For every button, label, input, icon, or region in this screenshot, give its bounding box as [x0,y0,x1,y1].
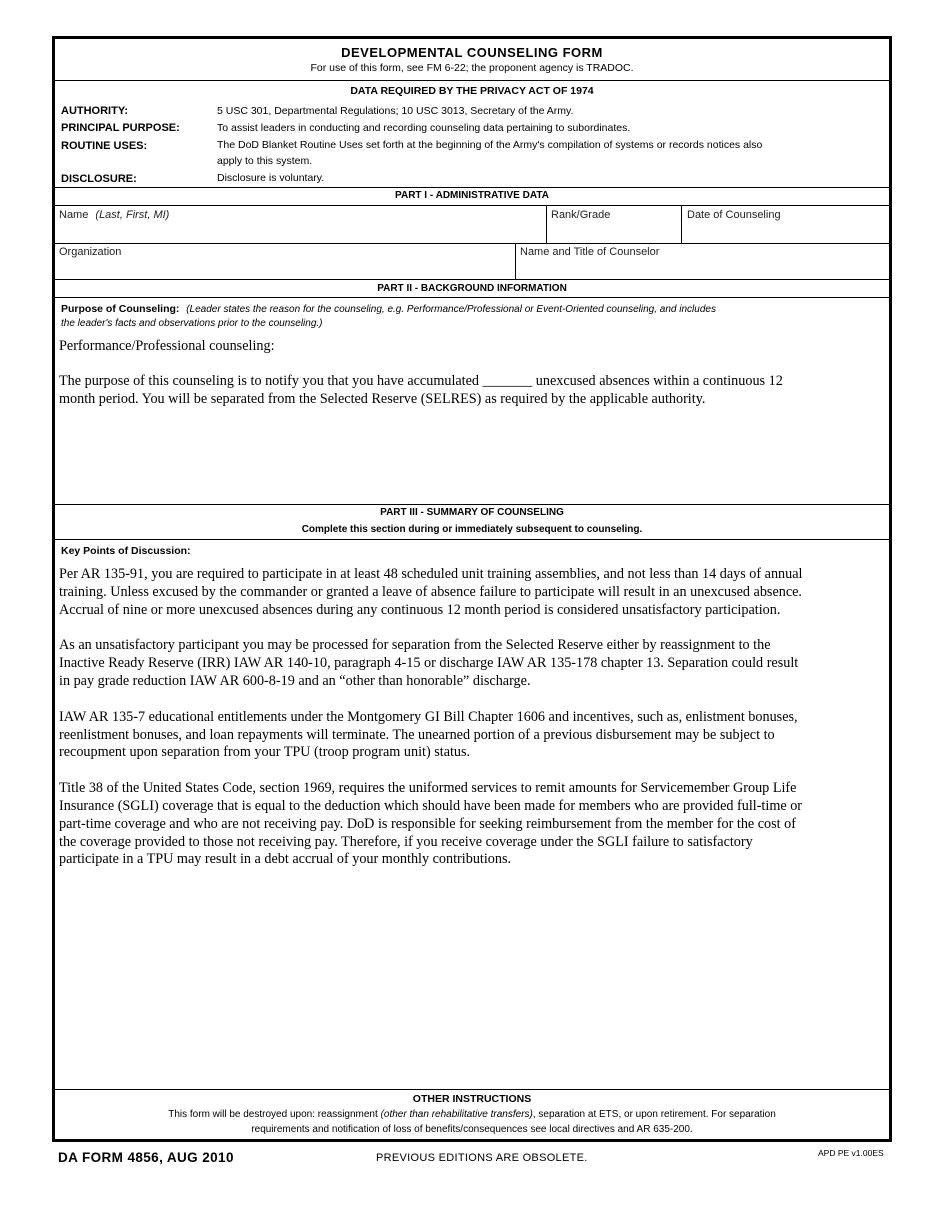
key-points-text[interactable] [59,566,889,869]
divider [55,504,889,505]
divider [55,80,889,81]
text-line: part-time coverage and who are not receiving pay. DoD is responsible for seeking reimbursement from the member for the cost of [59,815,796,832]
text-line: the coverage provided to those not receiving pay. Therefore, if you receive coverage under the SGLI failure to satisfactory [59,833,753,850]
form-id: DA FORM 4856, AUG 2010 [58,1150,234,1165]
other-text-c: , separation at ETS, or upon retirement. For separation [532,1109,776,1120]
obsolete-notice: PREVIOUS EDITIONS ARE OBSOLETE. [376,1152,588,1164]
routine-uses-label: ROUTINE USES: [61,140,148,152]
divider [55,243,889,244]
divider [681,205,682,243]
purpose-text-line-2[interactable]: The purpose of this counseling is to notify you that you have accumulated _______ unexcused absences within a continuous 12 [59,373,783,389]
text-line: participate in a TPU may result in a debt accrual of your monthly contributions. [59,851,512,868]
text-line: Accrual of nine or more unexcused absences during any continuous 12 month period is considered unsatisfactory participation. [59,601,781,618]
authority-label: AUTHORITY: [61,105,129,117]
divider [55,1089,889,1090]
key-points-label: Key Points of Discussion: [61,545,191,557]
part2-heading: PART II - BACKGROUND INFORMATION [377,283,567,294]
text-line: IAW AR 135-7 educational entitlements under the Montgomery GI Bill Chapter 1606 and incentives, such as, enlistment bonuses, [59,708,798,725]
text-line: Title 38 of the United States Code, section 1969, requires the uniformed services to remit amounts for Servicemember Group Life [59,780,797,797]
organization-field[interactable]: Organization [59,246,122,258]
divider [515,243,516,279]
divider [55,297,889,298]
other-text-a: This form will be destroyed upon: reassignment [168,1109,378,1120]
form-title: DEVELOPMENTAL COUNSELING FORM [341,45,603,60]
purpose-of-counseling-label: Purpose of Counseling: [61,303,180,315]
text-line: recoupment upon separation from your TPU (troop program unit) status. [59,744,471,761]
text-line: in pay grade reduction IAW AR 600-8-19 and an “other than honorable” discharge. [59,672,531,689]
name-field[interactable] [59,209,169,221]
date-of-counseling-field[interactable]: Date of Counseling [687,209,781,221]
privacy-heading: DATA REQUIRED BY THE PRIVACY ACT OF 1974 [350,85,594,97]
text-line: Per AR 135-91, you are required to participate in at least 48 scheduled unit training assemblies, and not less than 14 days of annual [59,566,803,582]
divider [546,205,547,243]
other-text-b: (other than rehabilitative transfers) [380,1109,533,1120]
purpose-label: PRINCIPAL PURPOSE: [61,122,180,134]
form-subtitle: For use of this form, see FM 6-22; the proponent agency is TRADOC. [310,62,634,74]
name-hint: (Last, First, MI) [95,209,170,221]
other-instructions-line-1 [55,1109,889,1120]
routine-uses-text-1: The DoD Blanket Routine Uses set forth at the beginning of the Army's compilation of systems or records notices also [217,139,763,151]
text-line: reenlistment bonuses, and loan repayments will terminate. The unearned portion of a previous disbursement may be subject to [59,726,775,743]
purpose-text-line-1[interactable]: Performance/Professional counseling: [59,338,275,354]
text-line: Inactive Ready Reserve (IRR) IAW AR 140-10, paragraph 4-15 or discharge IAW AR 135-178 chapter 13. Separation could result [59,655,799,672]
text-line: Insurance (SGLI) coverage that is equal to the deduction which should have been made for members who are provided full-time or [59,797,803,814]
routine-uses-text-2: apply to this system. [217,155,313,167]
purpose-of-counseling-line-1 [61,303,716,315]
disclosure-label: DISCLOSURE: [61,173,137,185]
rank-grade-field[interactable]: Rank/Grade [551,209,611,221]
name-label: Name [59,209,89,221]
purpose-of-counseling-hint-1: (Leader states the reason for the counseling, e.g. Performance/Professional or Event-Oriented counseling, and includes [186,304,716,315]
text-line: As an unsatisfactory participant you may be processed for separation from the Selected Reserve either by reassignment to the [59,637,771,654]
part3-heading: PART III - SUMMARY OF COUNSELING [380,507,564,518]
part1-heading: PART I - ADMINISTRATIVE DATA [395,190,549,201]
divider [55,279,889,280]
divider [55,539,889,540]
text-line: training. Unless excused by the commander or granted a leave of absence failure to participate will result in an unexcused absence. [59,583,802,600]
paragraph-3 [59,709,889,762]
counseling-form [52,36,892,1142]
counselor-field[interactable]: Name and Title of Counselor [520,246,660,258]
purpose-of-counseling-hint-2: the leader's facts and observations prior to the counseling.) [61,318,323,329]
authority-text: 5 USC 301, Departmental Regulations; 10 USC 3013, Secretary of the Army. [217,105,574,117]
divider [55,187,889,188]
purpose-text: To assist leaders in conducting and recording counseling data pertaining to subordinates. [217,122,631,134]
version-label: APD PE v1.00ES [818,1148,884,1158]
paragraph-1 [59,566,889,619]
other-instructions-heading: OTHER INSTRUCTIONS [412,1093,532,1105]
paragraph-4 [59,780,889,869]
purpose-text-line-3[interactable]: month period. You will be separated from the Selected Reserve (SELRES) as required by the applicable authority. [59,391,706,407]
paragraph-2 [59,637,889,690]
part3-subheading: Complete this section during or immediately subsequent to counseling. [301,524,643,535]
disclosure-text: Disclosure is voluntary. [217,172,325,184]
other-instructions-line-2: requirements and notification of loss of benefits/consequences see local directives and AR 635-200. [251,1124,693,1135]
divider [55,205,889,206]
